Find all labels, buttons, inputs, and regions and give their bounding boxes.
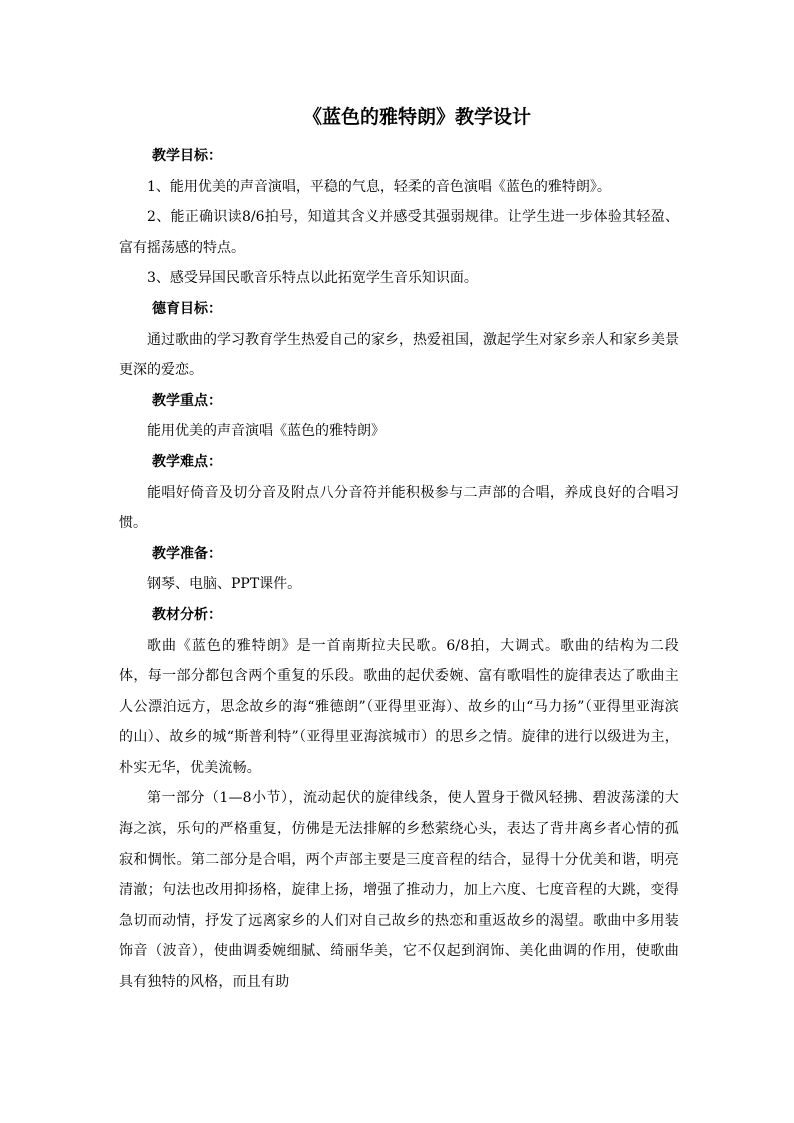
key-points-text: 能用优美的声音演唱《蓝色的雅特朗》 <box>147 423 385 440</box>
document-body <box>119 141 679 998</box>
preparation-text: 钢琴、电脑、PPT课件。 <box>147 576 302 593</box>
difficulties-heading: 教学难点： <box>152 453 222 470</box>
document-title: 《蓝色的雅特朗》教学设计 <box>302 106 531 128</box>
moral-text: 通过歌曲的学习教育学生热爱自己的家乡，热爱祖国，激起学生对家乡亲人和家乡美景更深的爱恋。 <box>119 331 679 379</box>
analysis-heading: 教材分析： <box>152 606 222 623</box>
preparation-heading: 教学准备： <box>152 545 222 562</box>
objective-item-3: 3、感受异国民歌音乐特点以此拓宽学生音乐知识面。 <box>147 270 478 287</box>
objective-item-1: 1、能用优美的声音演唱，平稳的气息，轻柔的音色演唱《蓝色的雅特朗》。 <box>147 178 611 195</box>
moral-heading: 德育目标： <box>152 300 222 317</box>
analysis-paragraph-1: 歌曲《蓝色的雅特朗》是一首南斯拉夫民歌。6/8拍，大调式。歌曲的结构为二段体，每一部分都包含两个重复的乐段。歌曲的起伏委婉、富有歌唱性的旋律表达了歌曲主人公漂泊远方，思念故乡的海“雅德朗”（亚得里亚海）、故乡的山“马力扬”（亚得里亚海滨的山）、故乡的城“斯普利特”（亚得里亚海滨城市）的思乡之情。旋律的进行以级进为主，朴实无华，优美流畅。 <box>119 637 679 776</box>
difficulties-text: 能唱好倚音及切分音及附点八分音符并能积极参与二声部的合唱，养成良好的合唱习惯。 <box>119 484 679 532</box>
objective-item-2: 2、能正确识读8/6拍号，知道其含义并感受其强弱规律。让学生进一步体验其轻盈、富有摇荡感的特点。 <box>119 209 679 256</box>
analysis-paragraph-2: 第一部分（1—8小节），流动起伏的旋律线条，使人置身于微风轻拂、碧波荡漾的大海之滨，乐句的严格重复，仿佛是无法排解的乡愁萦绕心头，表达了背井离乡者心情的孤寂和惆怅。第二部分是合唱，两个声部主要是三度音程的结合，显得十分优美和谐，明亮清澈；句法也改用抑扬格，旋律上扬，增强了推动力，加上六度、七度音程的大跳，变得急切而动情，抒发了远离家乡的人们对自己故乡的热恋和重返故乡的渴望。歌曲中多用装饰音（波音），使曲调委婉细腻、绮丽华美，它不仅起到润饰、美化曲调的作用，使歌曲具有独特的风格，而且有助 <box>119 790 679 991</box>
key-points-heading: 教学重点： <box>152 392 222 409</box>
objectives-heading: 教学目标： <box>152 148 222 164</box>
